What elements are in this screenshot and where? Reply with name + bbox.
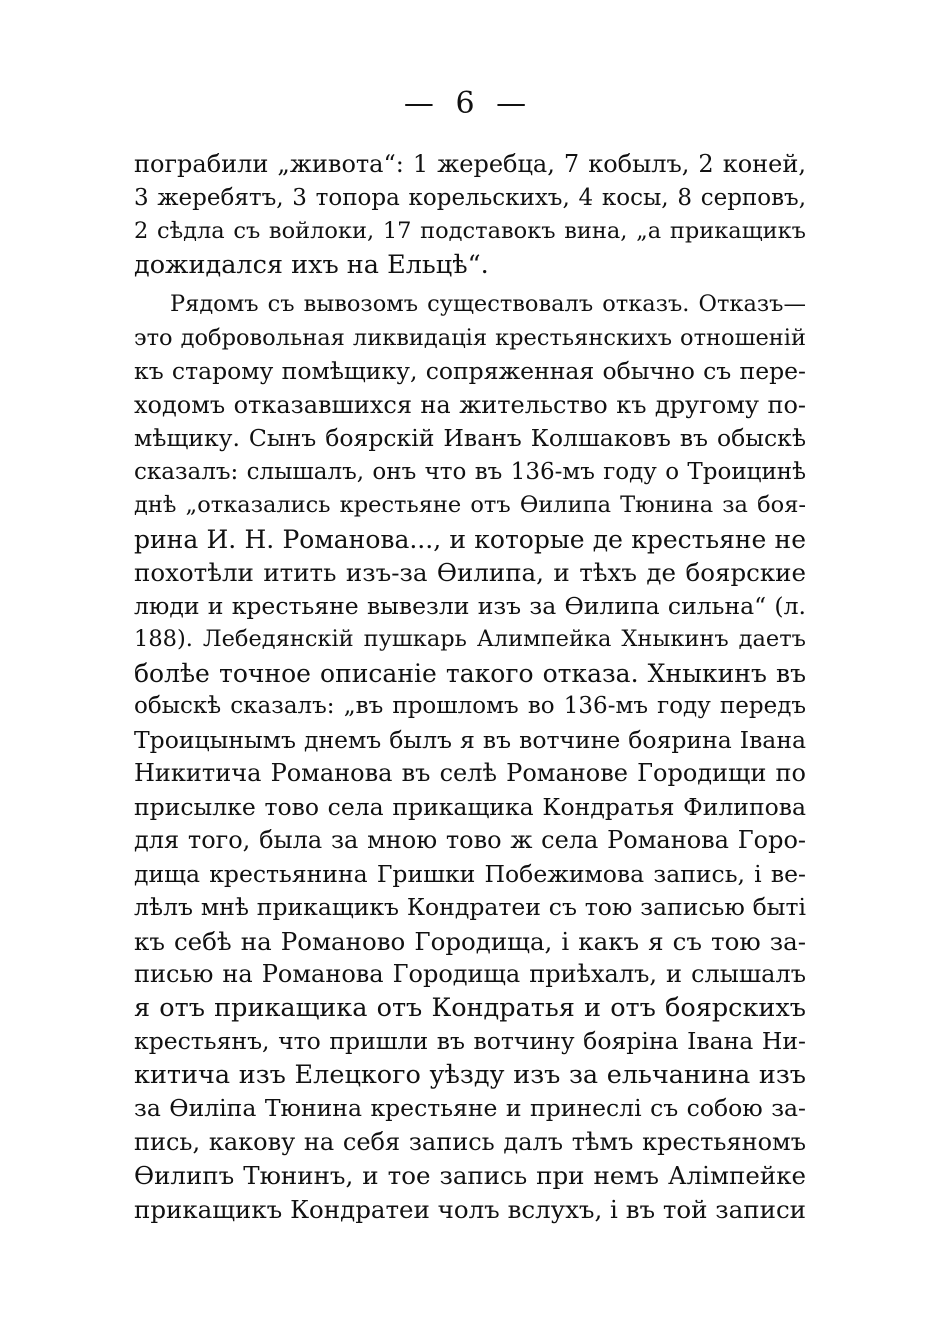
text-line: ходомъ отказавшихся на жительство къ другому по- — [134, 390, 806, 419]
text-line: днѣ „отказались крестьяне отъ Ѳилипа Тюнина за боя- — [134, 492, 806, 518]
text-line: люди и крестьяне вывезли изъ за Ѳилипа сильна“ (л. — [134, 591, 806, 620]
text-line: Троицынымъ днемъ былъ я въ вотчине боярина Івана — [134, 725, 806, 754]
text-line: это добровольная ликвидація крестьянскихъ отношеній — [134, 324, 806, 351]
text-line: къ себѣ на Романово Городища, і какъ я съ тою за- — [134, 926, 806, 956]
text-line: присылке тово села прикащика Кондратья Филипова — [134, 792, 806, 821]
text-line: крестьянъ, что пришли въ вотчину бояріна Івана Ни- — [134, 1027, 806, 1055]
text-line: пограбили „живота“: 1 жеребца, 7 кобылъ, 2 коней, — [134, 150, 806, 178]
text-line: я отъ прикащика отъ Кондратья и отъ боярскихъ — [134, 992, 806, 1023]
text-line: китича изъ Елецкого уѣзду изъ за ельчанина изъ — [134, 1059, 806, 1090]
text-line: обыскѣ сказалъ: „въ прошломъ во 136-мъ году передъ — [134, 693, 806, 719]
text-line: 188). Лебедянскій пушкарь Алимпейка Хныкинъ даетъ — [134, 626, 806, 652]
text-line: къ старому помѣщику, сопряженная обычно съ пере- — [134, 357, 806, 385]
text-line: похотѣли итить изъ-за Ѳилипа, и тѣхъ де боярские — [134, 558, 806, 587]
text-line: дожидался ихъ на Ельцѣ“. — [134, 249, 489, 280]
text-line: 2 сѣдла съ войлоки, 17 подставокъ вина, „а прикащикъ — [134, 218, 806, 244]
text-line: для того, была за мною тово ж села Романова Горо- — [134, 826, 806, 854]
body-text — [134, 148, 806, 1226]
text-line: мѣщику. Сынъ боярскій Иванъ Колшаковъ въ обыскѣ — [134, 424, 806, 452]
text-line: писью на Романова Городища приѣхалъ, и слышалъ — [134, 960, 806, 988]
text-line: лѣлъ мнѣ прикащикъ Кондратеи съ тою записью быті — [134, 893, 806, 921]
text-line: болѣе точное описаніе такого отказа. Хныкинъ въ — [134, 658, 806, 688]
text-line: за Ѳиліпа Тюнина крестьяне и принеслі съ собою за- — [134, 1094, 806, 1122]
page-number: — 6 — — [403, 86, 533, 121]
paragraph-2 — [134, 288, 806, 1226]
text-line: сказалъ: слышалъ, онъ что въ 136-мъ году о Троицинѣ — [134, 458, 806, 485]
paragraph-1 — [134, 148, 806, 282]
text-line: Ѳилипъ Тюнинъ, и тое запись при немъ Алімпейке — [134, 1161, 806, 1190]
text-line: Рядомъ съ вывозомъ существовалъ отказъ. Отказъ— — [170, 291, 806, 317]
text-line: рина И. Н. Романова..., и которые де крестьяне не — [134, 524, 806, 554]
text-line: Никитича Романова въ селѣ Романове Городищи по — [134, 759, 806, 787]
text-line: прикащикъ Кондратеи чолъ вслухъ, і въ той записи — [134, 1194, 806, 1224]
text-line: 3 жеребятъ, 3 топора корельскихъ, 4 косы, 8 серповъ, — [134, 184, 806, 211]
text-line: пись, какову на себя запись далъ тѣмъ крестьяномъ — [134, 1127, 806, 1156]
text-line: дища крестьянина Гришки Побежимова запись, і ве- — [134, 859, 806, 888]
